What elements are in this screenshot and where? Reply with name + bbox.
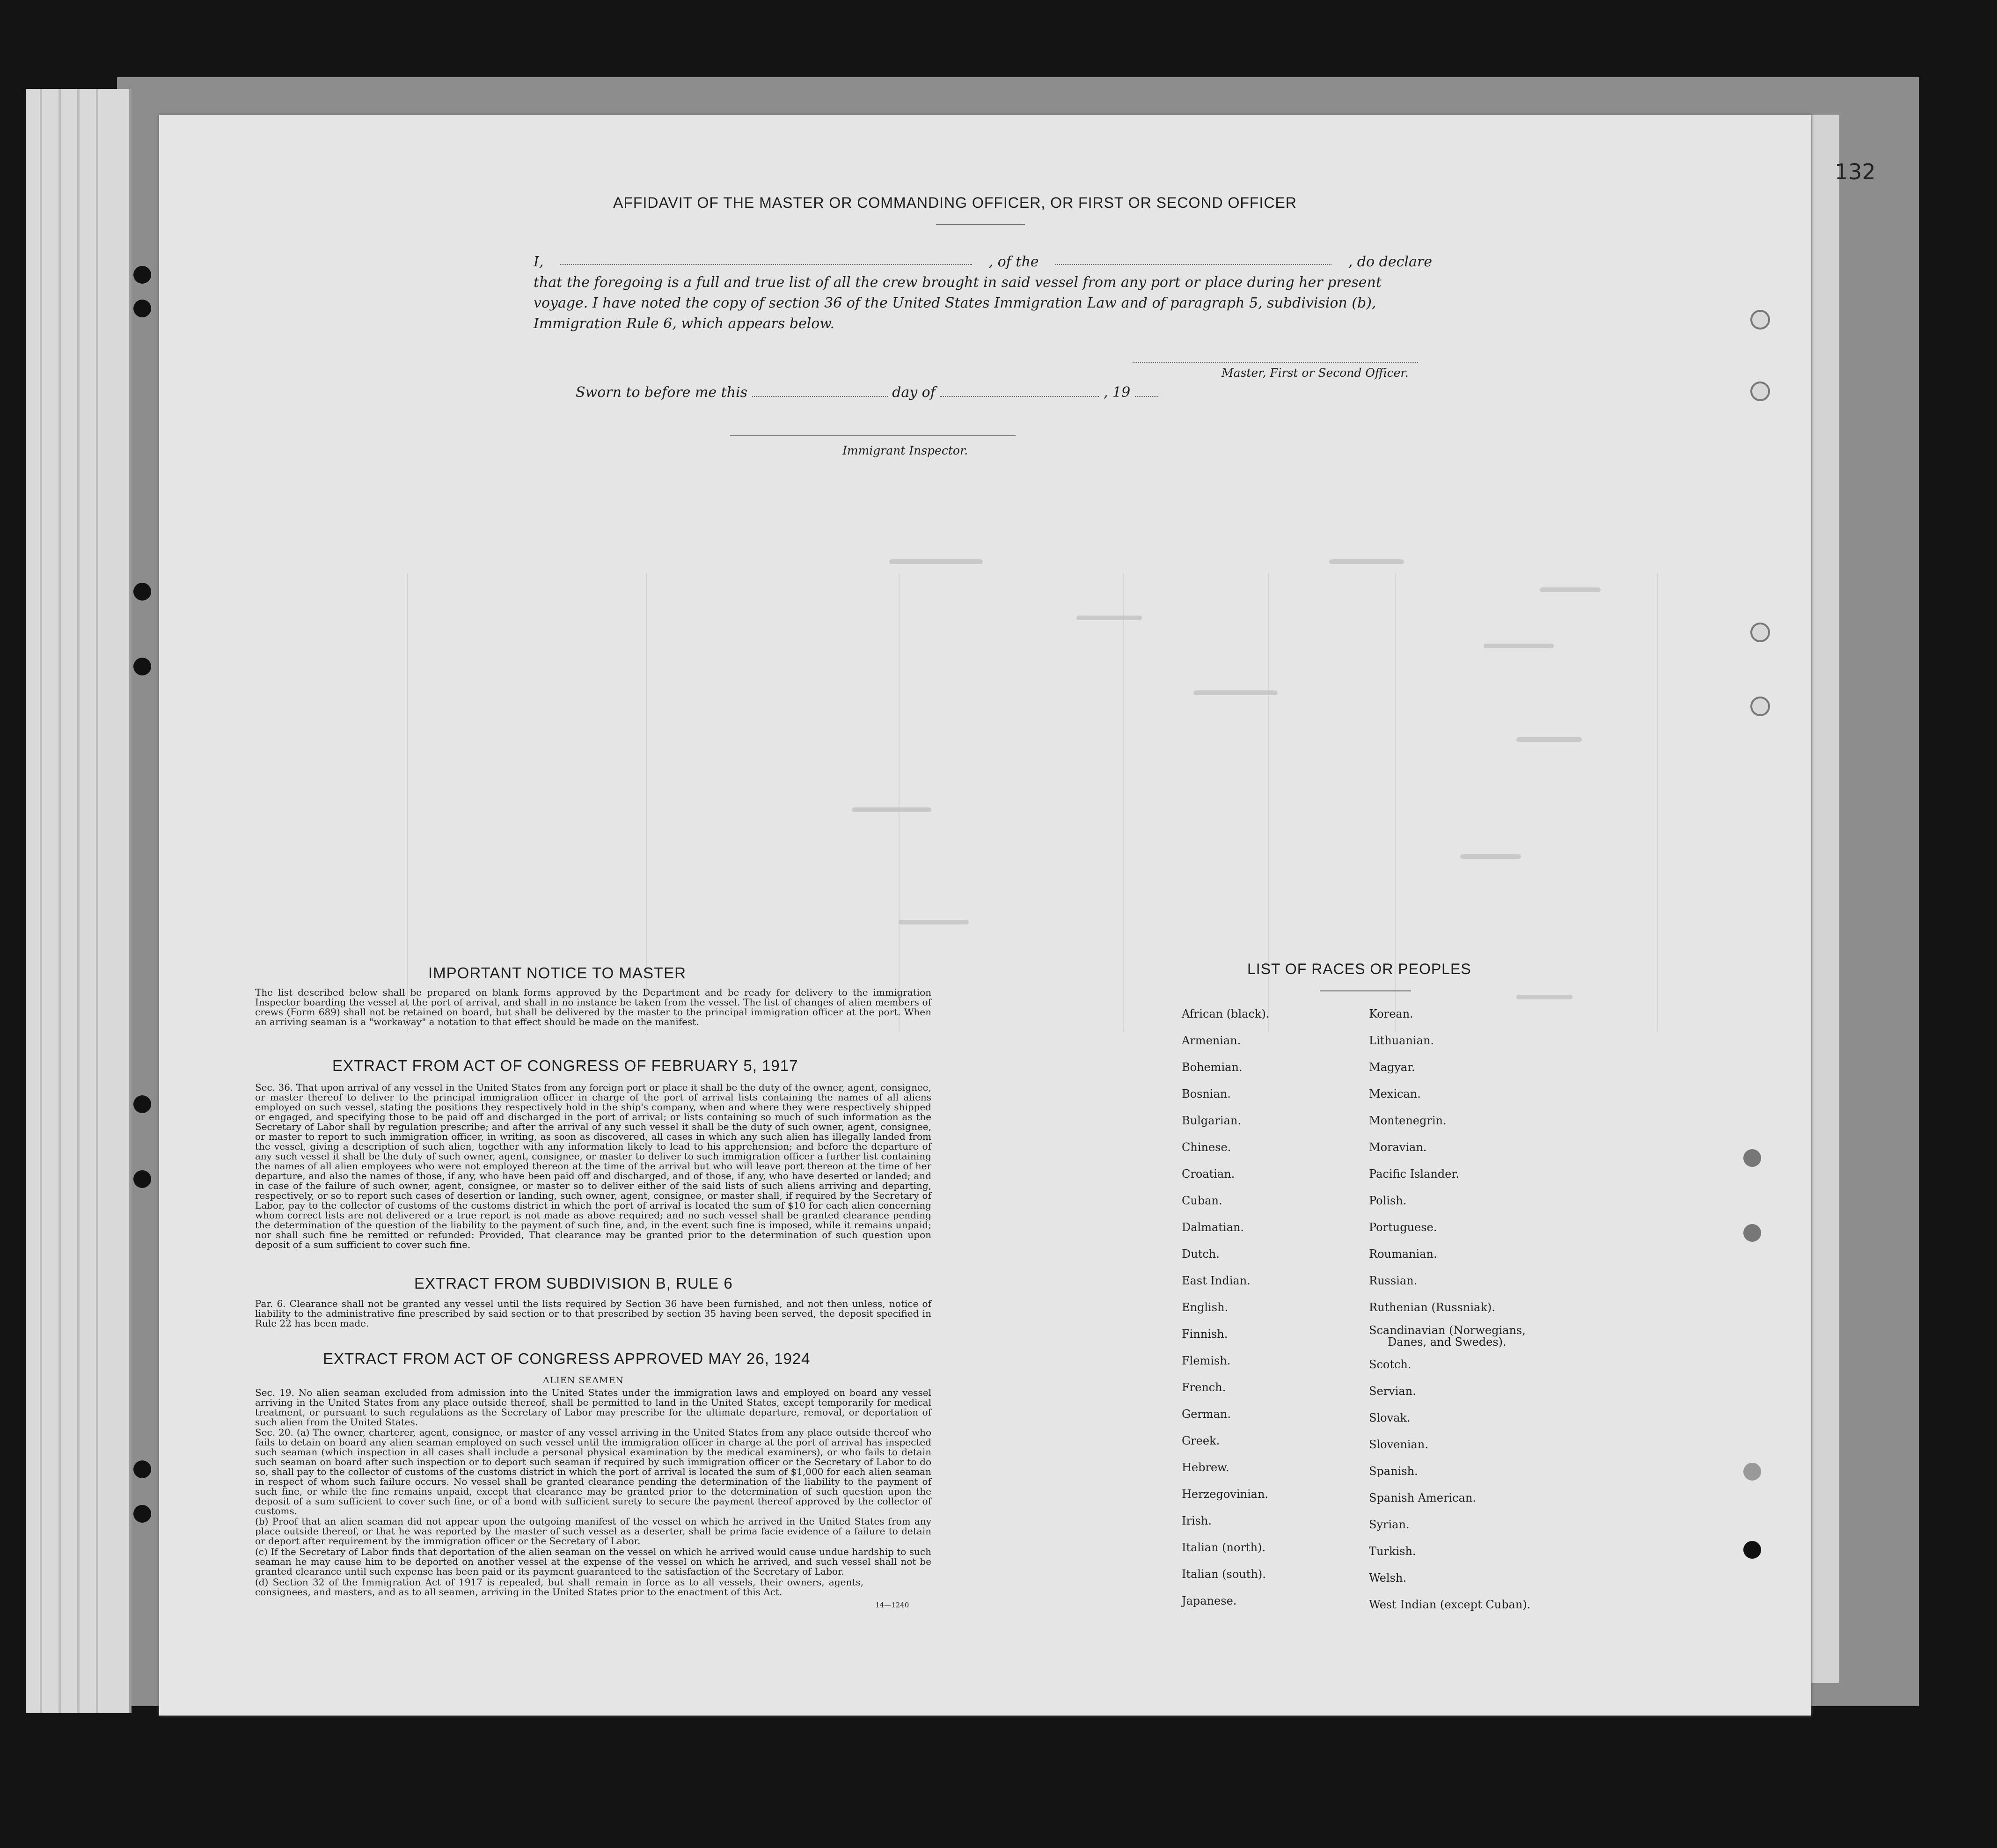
race-item: Syrian. xyxy=(1369,1518,1410,1531)
race-item: African (black). xyxy=(1182,1007,1270,1020)
races-left-column xyxy=(1182,1001,1269,1614)
binder-hole xyxy=(133,1095,151,1113)
act-1924-sec19: Sec. 19. No alien seaman excluded from admission into the United States under the immigration laws and employed on board any vessel arriving in the United States from any place outside thereof, shall be permitted to land in the United States, except temporarily for medical treatment, or pursuant to such regulations as the Secretary of Labor may prescribe for the ultimate departure, removal, or deportation of such alien from the United States. xyxy=(255,1387,931,1428)
declaration-line-3: voyage. I have noted the copy of section 36 of the United States Immigration Law and of paragraph 5, subdivision (b), xyxy=(534,295,1376,311)
race-item: Polish. xyxy=(1369,1194,1407,1207)
subdivision-b-heading: EXTRACT FROM SUBDIVISION B, RULE 6 xyxy=(414,1275,733,1292)
binder-hole xyxy=(133,266,151,284)
race-item: Armenian. xyxy=(1182,1034,1241,1047)
subdivision-b-text: Par. 6. Clearance shall not be granted any vessel until the lists required by Section 36 have been furnished, and not then unless, notice of liability to the administrative fine prescribed by said section or to that prescribed by section 35 having been served, the deposit specified in Rule 22 has been made. xyxy=(255,1298,931,1329)
race-item: Mexican. xyxy=(1369,1087,1421,1100)
form-number: 14—1240 xyxy=(875,1601,909,1609)
sworn-month-field[interactable] xyxy=(940,384,1099,397)
race-item: Korean. xyxy=(1369,1007,1413,1020)
page-number: 132 xyxy=(1835,159,1876,184)
race-item: Finnish. xyxy=(1182,1327,1228,1341)
race-item: Italian (south). xyxy=(1182,1568,1266,1581)
punch-hole xyxy=(1743,1224,1761,1242)
act-1917-text: Sec. 36. That upon arrival of any vessel in the United States from any foreign port or place it shall be the duty of the owner, agent, consignee, or master thereof to deliver to the principal immigration officer in charge of the port of arrival lists containing the names of all aliens employed on such vessel, stating the positions they respectively hold in the ship's company, when and where they were respectively shipped or engaged, and specifying those to be paid off and discharged in the port of arrival; or lists containing so much of such information as the Secretary of Labor shall by regulation prescribe; and after the arrival of any such vessel it shall be the duty of such owner, agent, consignee, or master to report to such immigration officer, in writing, as soon as discovered, all cases in which any such alien has illegally landed from the vessel, giving a description of such alien, together with any information likely to lead to his apprehension; and before the departure of any such vessel it shall be the duty of such owner, agent, consignee, or master to deliver to such immigration officer a further list containing the names of all alien employees who were not employed thereon at the time of the arrival but who will leave port thereon at the time of her departure, and also the names of those, if any, who have been paid off and discharged, and of those, if any, who have deserted or landed; and in case of the failure of such owner, agent, consignee, or master so to deliver either of the said lists of such aliens arriving and departing, respectively, or so to report such cases of desertion or landing, such owner, agent, consignee, or master shall, if required by the Secretary of Labor, pay to the collector of customs of the customs district in which the port of arrival is located the sum of $10 for each alien concerning whom correct lists are not delivered or a true report is not made as above required; and no such vessel shall be granted clearance pending the determination of the question of the liability to the payment of such fine, and, in the event such fine is imposed, while it remains unpaid; nor shall such fine be remitted or refunded: Provided, That clearance may be granted prior to the determination of such question upon deposit of a sum sufficient to cover such fine. xyxy=(255,1082,931,1250)
race-item: Bosnian. xyxy=(1182,1087,1231,1100)
signature-line[interactable] xyxy=(1133,362,1418,363)
race-item: Irish. xyxy=(1182,1514,1212,1527)
race-item: Lithuanian. xyxy=(1369,1034,1434,1047)
act-1917-heading: EXTRACT FROM ACT OF CONGRESS OF FEBRUARY 5, 1917 xyxy=(332,1057,798,1074)
race-item: Slovak. xyxy=(1369,1411,1411,1424)
races-right-column xyxy=(1369,1001,1530,1618)
binder-hole xyxy=(133,583,151,601)
punch-hole xyxy=(1750,697,1770,716)
race-item: Pacific Islander. xyxy=(1369,1167,1459,1181)
race-item: Bohemian. xyxy=(1182,1061,1243,1074)
race-item-scandinavian xyxy=(1369,1321,1530,1351)
sworn-line xyxy=(576,384,1158,401)
race-item: Portuguese. xyxy=(1369,1221,1437,1234)
race-item: Flemish. xyxy=(1182,1354,1231,1367)
name-field[interactable] xyxy=(560,252,972,265)
punch-hole xyxy=(1743,1463,1761,1481)
sworn-text: Sworn to before me this xyxy=(576,384,748,401)
races-rule xyxy=(1320,990,1411,991)
act-1924-sec20b: (b) Proof that an alien seaman did not appear upon the outgoing manifest of the vessel on which he arrived in the United States from any place outside thereof, or that he was reported by the master of such vessel as a deserter, shall be prima facie evidence of a failure to detain or deport after requirement by the immigration officer or the Secretary of Labor. xyxy=(255,1516,931,1547)
punch-hole xyxy=(1750,623,1770,642)
race-item: Hebrew. xyxy=(1182,1461,1229,1474)
alien-seamen-subheading: ALIEN SEAMEN xyxy=(543,1375,624,1386)
race-item: Roumanian. xyxy=(1369,1247,1437,1261)
left-page-stack xyxy=(26,89,132,1713)
act-1924-heading: EXTRACT FROM ACT OF CONGRESS APPROVED MAY 26, 1924 xyxy=(323,1350,811,1367)
title-rule xyxy=(936,224,1025,225)
race-item: Welsh. xyxy=(1369,1571,1406,1584)
race-item: Magyar. xyxy=(1369,1061,1415,1074)
act-1924-sec20a: Sec. 20. (a) The owner, charterer, agent, consignee, or master of any vessel arriving in the United States from any place outside thereof who fails to detain on board any alien seaman employed on such vessel until the immigration officer in charge at the port of arrival has inspected such seaman (which inspection in all cases shall include a personal physical examination by the medical examiners), or who fails to detain such seaman on board after such inspection or to deport such seaman if required by such immigration officer or the Secretary of Labor to do so, shall pay to the collector of customs of the customs district in which the port of arrival is located the sum of $1,000 for each alien seaman in respect of whom such failure occurs. No vessel shall be granted clearance pending the determination of the liability to the payment of such fine, or while the fine remains unpaid, except that clearance may be granted prior to the determination of such question upon the deposit of a sum sufficient to cover such fine, or of a bond with sufficient surety to secure the payment thereof approved by the collector of customs. xyxy=(255,1427,931,1517)
affidavit-title: AFFIDAVIT OF THE MASTER OR COMMANDING OFFICER, OR FIRST OR SECOND OFFICER xyxy=(613,194,1297,211)
vessel-field[interactable] xyxy=(1055,252,1331,265)
affidavit-declaration xyxy=(534,252,1432,334)
sworn-year: , 19 xyxy=(1103,384,1131,401)
race-item: West Indian (except Cuban). xyxy=(1369,1598,1531,1611)
sworn-year-field[interactable] xyxy=(1135,384,1158,397)
inspector-label: Immigrant Inspector. xyxy=(842,444,968,457)
binder-hole xyxy=(133,300,151,317)
race-item: Danes, and Swedes). xyxy=(1388,1335,1507,1349)
race-item: Russian. xyxy=(1369,1274,1418,1287)
declaration-line-4: Immigration Rule 6, which appears below. xyxy=(534,315,835,332)
binder-hole xyxy=(133,1505,151,1523)
sworn-date-field[interactable] xyxy=(752,384,888,397)
race-item: Ruthenian (Russniak). xyxy=(1369,1301,1495,1314)
race-item: Scandinavian (Norwegians, xyxy=(1369,1324,1526,1337)
race-item: Servian. xyxy=(1369,1385,1416,1398)
notice-heading: IMPORTANT NOTICE TO MASTER xyxy=(428,964,687,982)
declaration-i: I, xyxy=(534,254,544,270)
race-item: Cuban. xyxy=(1182,1194,1222,1207)
race-item: Chinese. xyxy=(1182,1141,1231,1154)
race-item: Herzegovinian. xyxy=(1182,1488,1269,1501)
race-item: Moravian. xyxy=(1369,1141,1427,1154)
act-1924-sec20d: (d) Section 32 of the Immigration Act of 1917 is repealed, but shall remain in force as to all vessels, their owners, agents, consignees, and masters, and as to all seamen, arriving in the United States prior to the enactment of this Act. xyxy=(255,1577,863,1598)
race-item: Japanese. xyxy=(1182,1594,1237,1607)
inspector-signature-line[interactable] xyxy=(730,435,1016,436)
punch-hole xyxy=(1743,1149,1761,1167)
race-item: German. xyxy=(1182,1408,1231,1421)
races-heading: LIST OF RACES OR PEOPLES xyxy=(1247,961,1471,977)
declaration-declare: , do declare xyxy=(1348,254,1432,270)
punch-hole xyxy=(1750,381,1770,401)
notice-text: The list described below shall be prepared on blank forms approved by the Department and be ready for delivery to the immigration Inspector boarding the vessel at the port of arrival, and shall in no instance be taken from the vessel. The list of changes of alien members of crews (Form 689) shall not be retained on board, but shall be delivered by the master to the principal immigration officer at the port. When an arriving seaman is a "workaway" a notation to that effect should be made on the manifest. xyxy=(255,987,931,1027)
race-item: Croatian. xyxy=(1182,1167,1235,1181)
race-item: Spanish American. xyxy=(1369,1491,1476,1504)
binder-hole xyxy=(133,658,151,675)
race-item: Slovenian. xyxy=(1369,1438,1428,1451)
race-item: Turkish. xyxy=(1369,1545,1416,1558)
punch-hole xyxy=(1743,1541,1761,1559)
race-item: East Indian. xyxy=(1182,1274,1251,1287)
binder-hole xyxy=(133,1460,151,1478)
binder-hole xyxy=(133,1170,151,1188)
declaration-of: , of the xyxy=(988,254,1039,270)
declaration-line-2: that the foregoing is a full and true list of all the crew brought in said vessel from any port or place during her present xyxy=(534,274,1382,291)
race-item: Montenegrin. xyxy=(1369,1114,1447,1127)
race-item: Scotch. xyxy=(1369,1358,1412,1371)
race-item: Dalmatian. xyxy=(1182,1221,1244,1234)
race-item: Spanish. xyxy=(1369,1465,1418,1478)
race-item: French. xyxy=(1182,1381,1226,1394)
race-item: English. xyxy=(1182,1301,1229,1314)
race-item: Greek. xyxy=(1182,1434,1220,1447)
race-item: Dutch. xyxy=(1182,1247,1220,1261)
signature-label: Master, First or Second Officer. xyxy=(1222,366,1409,380)
race-item: Italian (north). xyxy=(1182,1541,1266,1554)
act-1924-sec20c: (c) If the Secretary of Labor finds that deportation of the alien seaman on the vessel on which he arrived would cause undue hardship to such seaman he may cause him to be deported on another vessel at the expense of the vessel on which he arrived, and such vessel shall not be granted clearance until such expense has been paid or its payment guaranteed to the satisfaction of the Secretary of Labor. xyxy=(255,1546,931,1577)
race-item: Bulgarian. xyxy=(1182,1114,1241,1127)
punch-hole xyxy=(1750,310,1770,330)
sworn-day: day of xyxy=(892,384,936,401)
